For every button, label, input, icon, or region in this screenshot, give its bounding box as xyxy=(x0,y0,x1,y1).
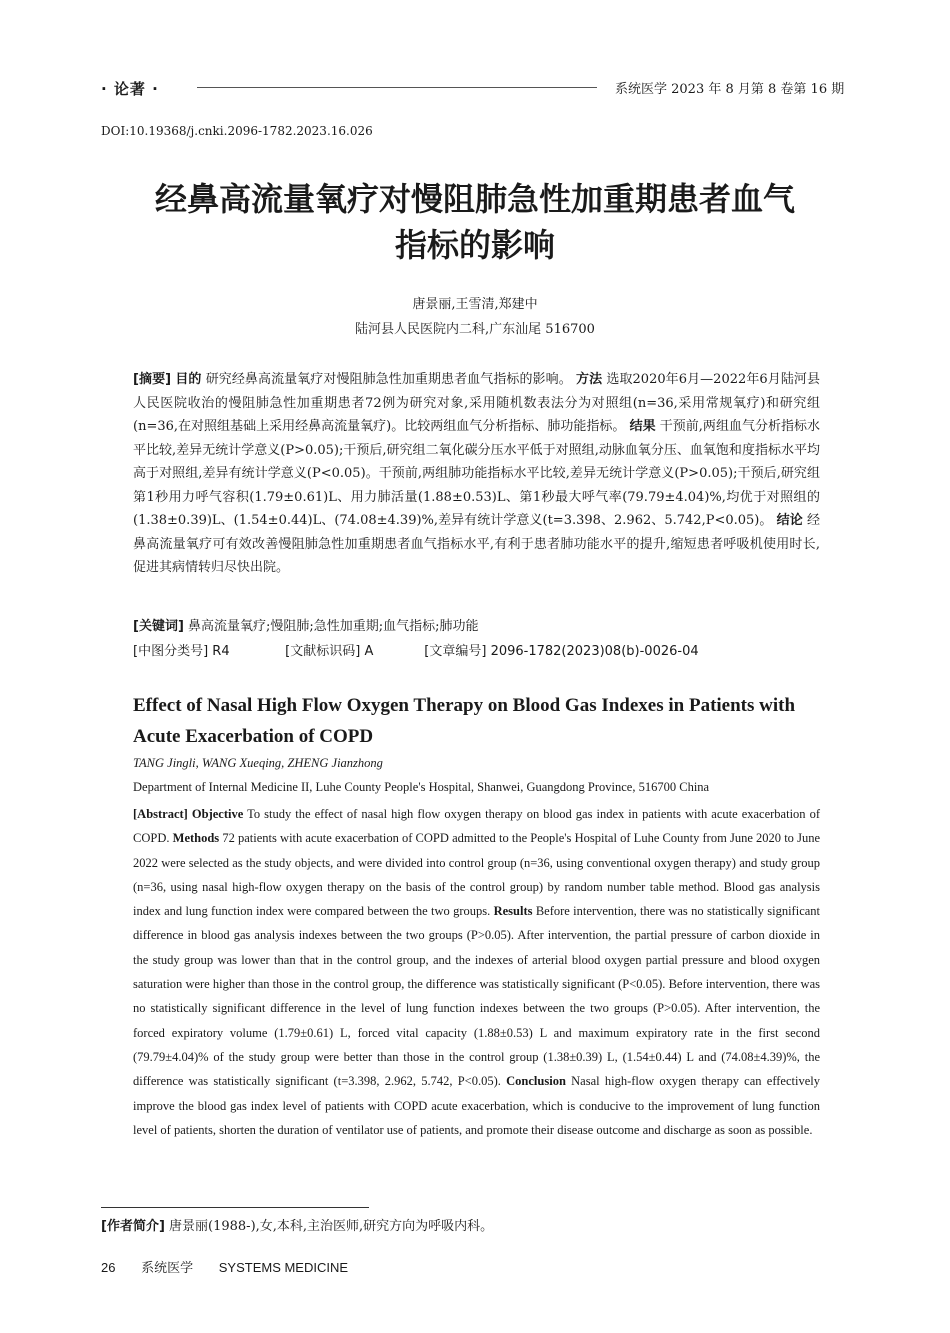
results-cn: 干预前,两组血气分析指标水平比较,差异无统计学意义(P>0.05);干预后,研究组二氧化碳分压水平低于对照组,动脉血氧分压、血氧饱和度指标水平均高于对照组,差异有统计学意义(P<0.05)。干预前,两组肺功能指标水平比较,差异无统计学意义(P>0.05);干预后,研究组第1秒用力呼气容积(1.79±0.61)L、用力肺活量(1.88±0.53)L、第1秒最大呼气率(79.79±4.04)%,均优于对照组的(1.38±0.39)L、(1.54±0.44)L、(74.08±4.39)%,差异有统计学意义(t=3.398、2.962、5.742,P<0.05)。 xyxy=(133,419,821,528)
methods-en: 72 patients with acute exacerbation of COPD admitted to the People's Hospital of Luhe County from June 2020 to June 2022 were selected as the study objects, and were divided into control group (n=36, using conventional oxygen therapy) and study group (n=36, using nasal high-flow oxygen therapy on the basis of the control group) by random number table method. Blood gas analysis index and lung function index were compared between the two groups. xyxy=(133,831,821,919)
conclusion-en: Nasal high-flow oxygen therapy can effectively improve the blood gas index level of patients with COPD acute exacerbation, which is conducive to the improvement of lung function level of patients, shorten the duration of ventilator use of patients, and promote their disease outcome and discharge as soon as possible. xyxy=(133,1074,820,1137)
authors-en: TANG Jingli, WANG Xueqing, ZHENG Jianzhong xyxy=(133,756,383,770)
author-footnote xyxy=(101,1215,493,1234)
authors-cn: 唐景丽,王雪清,郑建中 xyxy=(412,297,538,312)
objective-label-cn: 目的 xyxy=(175,372,202,387)
title-en: Effect of Nasal High Flow Oxygen Therapy on Blood Gas Indexes in Patients with Acute Exacerbation of COPD xyxy=(133,695,796,747)
methods-label-en: Methods xyxy=(172,831,220,846)
objective-label-en: Objective xyxy=(191,807,244,821)
objective-en: To study the effect of nasal high flow oxygen therapy on blood gas index in patients with acute exacerbation of COPD. xyxy=(133,807,821,846)
abstract-cn-label: [摘要] xyxy=(133,372,172,387)
conclusion-label-en: Conclusion xyxy=(506,1074,566,1089)
conclusion-label-cn: 结论 xyxy=(776,513,803,528)
page-footer xyxy=(101,1257,370,1276)
classification xyxy=(133,640,699,659)
affiliation-cn: 陆河县人民医院内二科,广东汕尾 516700 xyxy=(355,322,595,337)
results-en: Before intervention, there was no statistically significant difference in blood gas analysis indexes between the two groups (P>0.05). After intervention, the partial pressure of carbon dioxide in the study group was lower than that in the control group, and the indexes of arterial blood oxygen partial pressure and blood oxygen saturation were higher than those in the control group, the difference was statistically significant (P<0.05). Before intervention, there was no statistically significant difference in the level of lung function indexes between the two groups (P>0.05). After intervention, the forced expiratory volume (1.79±0.61) L, forced vital capacity (1.88±0.53) L and maximum expiratory rate in the first second (79.79±4.04)% of the study group were better than those in the control group (1.38±0.39) L, (1.54±0.44) L and (74.08±4.39)%, the difference was statistically significant (t=3.398, 2.962, 5.742, P<0.05). xyxy=(133,904,821,1089)
keywords xyxy=(133,615,479,634)
art-value: 2096-1782(2023)08(b)-0026-04 xyxy=(490,644,699,659)
art-label: [文章编号] xyxy=(424,644,487,659)
title-cn-line1: 经鼻高流量氧疗对慢阻肺急性加重期患者血气 xyxy=(154,180,795,218)
doc-value: A xyxy=(364,644,374,659)
doc-label: [文献标识码] xyxy=(285,644,361,659)
abstract-cn xyxy=(133,368,820,580)
methods-label-cn: 方法 xyxy=(576,372,603,387)
methods-cn: 选取2020年6月—2022年6月陆河县人民医院收治的慢阻肺急性加重期患者72例为研究对象,采用随机数表法分为对照组(n=36,采用常规氧疗)和研究组(n=36,在对照组基础上采用经鼻高流量氧疗)。比较两组血气分析指标、肺功能指标。 xyxy=(133,372,820,434)
abstract-en xyxy=(133,802,820,1142)
keywords-label: [关键词] xyxy=(133,619,184,634)
footnote-text: 唐景丽(1988-),女,本科,主治医师,研究方向为呼吸内科。 xyxy=(169,1219,494,1234)
footer-journal-cn: 系统医学 xyxy=(141,1260,194,1275)
clc-label: [中图分类号] xyxy=(133,644,209,659)
conclusion-cn: 经鼻高流量氧疗可有效改善慢阻肺急性加重期患者血气指标水平,有利于患者肺功能水平的提升,缩短患者呼吸机使用时长,促进其病情转归尽快出院。 xyxy=(133,513,820,575)
footnote-rule xyxy=(101,1207,369,1208)
title-cn xyxy=(60,176,890,268)
objective-cn: 研究经鼻高流量氧疗对慢阻肺急性加重期患者血气指标的影响。 xyxy=(205,372,572,387)
header-rule xyxy=(197,87,597,88)
doi: DOI:10.19368/j.cnki.2096-1782.2023.16.026 xyxy=(101,124,373,138)
footer-journal-en: SYSTEMS MEDICINE xyxy=(218,1260,349,1275)
page-number: 26 xyxy=(101,1260,116,1275)
section-label: · 论著 · xyxy=(101,80,159,98)
journal-issue: 系统医学 2023 年 8 月第 8 卷第 16 期 xyxy=(615,82,845,97)
footnote-label: [作者简介] xyxy=(101,1219,165,1234)
abstract-en-label: [Abstract] xyxy=(133,807,188,821)
clc-value: R4 xyxy=(212,644,230,659)
keywords-text: 鼻高流量氧疗;慢阻肺;急性加重期;血气指标;肺功能 xyxy=(188,619,479,634)
results-label-en: Results xyxy=(493,904,533,919)
title-cn-line2: 指标的影响 xyxy=(394,226,555,264)
results-label-cn: 结果 xyxy=(629,419,656,434)
affiliation-en: Department of Internal Medicine II, Luhe County People's Hospital, Shanwei, Guangdong Province, 516700 China xyxy=(133,780,710,794)
